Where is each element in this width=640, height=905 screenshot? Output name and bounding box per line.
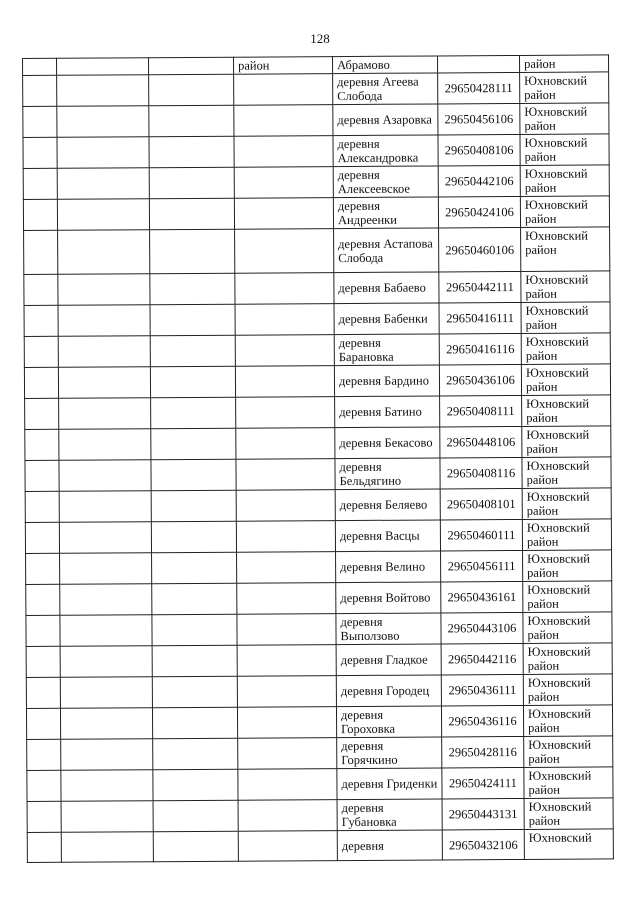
table-cell — [61, 801, 153, 833]
table-cell — [27, 739, 61, 770]
table-cell — [234, 74, 333, 106]
table-cell — [151, 397, 236, 429]
district-cell: Юхновский район — [520, 134, 609, 166]
oktmo-code-cell: 29650416116 — [439, 333, 521, 365]
table-row — [24, 227, 610, 275]
settlement-name-cell: деревня Бабаево — [334, 272, 439, 304]
district-cell: Юхновский район — [523, 674, 612, 706]
settlement-name-cell: деревня Горячкино — [337, 737, 442, 769]
oktmo-code-cell: 29650443131 — [442, 798, 524, 830]
table-cell — [153, 769, 238, 801]
table-cell — [25, 429, 59, 460]
district-cell: Юхновский район — [520, 196, 609, 228]
table-cell — [23, 199, 57, 230]
oktmo-code-cell: 29650408106 — [438, 134, 520, 166]
table-cell — [149, 74, 234, 106]
table-cell — [24, 274, 58, 305]
table-row — [26, 550, 612, 585]
table-cell — [235, 229, 334, 274]
settlement-name-cell: деревня — [337, 830, 442, 861]
district-cell: Юхновский район — [524, 798, 613, 830]
settlement-name-cell: деревня Батино — [335, 396, 440, 428]
district-cell: Юхновский район — [523, 550, 612, 582]
table-cell — [57, 106, 149, 138]
table-cell — [57, 137, 149, 169]
table-row — [27, 798, 613, 833]
table-cell — [237, 707, 336, 739]
table-row — [23, 72, 609, 107]
table-cell — [149, 57, 234, 75]
table-cell — [237, 583, 336, 615]
district-cell: Юхновский район — [523, 705, 612, 737]
table-cell — [152, 645, 237, 677]
table-cell — [153, 738, 238, 770]
table-cell — [60, 584, 152, 616]
oktmo-code-cell — [437, 55, 519, 73]
table-cell — [236, 428, 335, 460]
table-cell — [236, 459, 335, 491]
table-cell — [26, 615, 60, 646]
page-number: 128 — [310, 31, 330, 46]
oktmo-code-cell: 29650416111 — [439, 302, 521, 334]
table-cell — [150, 229, 235, 274]
table-cell — [150, 335, 235, 367]
oktmo-code-cell: 29650408111 — [440, 395, 522, 427]
settlement-name-cell: деревня Андреенки — [333, 197, 438, 229]
district-cell: Юхновский район — [524, 767, 613, 799]
table-cell — [58, 230, 150, 275]
settlement-name-cell: деревня Гладкое — [336, 644, 441, 676]
table-cell — [25, 491, 59, 522]
district-cell: Юхновский район — [521, 302, 610, 334]
oktmo-code-cell: 29650460111 — [440, 519, 522, 551]
table-row — [24, 302, 610, 337]
oktmo-code-cell: 29650448106 — [440, 426, 522, 458]
district-cell: Юхновский район — [520, 72, 609, 104]
oktmo-code-cell: 29650442111 — [439, 271, 521, 303]
table-row — [24, 333, 610, 368]
table-row — [27, 736, 613, 771]
table-row — [23, 196, 609, 231]
oktmo-code-cell: 29650456106 — [438, 103, 520, 135]
table-cell — [26, 708, 60, 739]
oktmo-code-cell: 29650428116 — [442, 736, 524, 768]
district-cell: Юхновский район — [520, 165, 609, 197]
settlement-name-cell: деревня Беляево — [335, 489, 440, 521]
table-cell — [25, 460, 59, 491]
table-row — [26, 643, 612, 678]
table-cell — [151, 459, 236, 491]
table-cell — [26, 553, 60, 584]
table-row — [23, 103, 609, 138]
table-cell — [24, 367, 58, 398]
district-cell: Юхновский район — [523, 643, 612, 675]
table-cell — [152, 707, 237, 739]
table-cell — [27, 801, 61, 832]
table-row — [24, 271, 610, 306]
settlement-name-cell: деревня Бекасово — [335, 427, 440, 459]
table-cell — [149, 136, 234, 168]
district-cell: Юхновский район — [522, 426, 611, 458]
table-cell — [153, 800, 238, 832]
table-row — [26, 705, 612, 740]
district-cell: район — [519, 55, 608, 73]
settlement-name-cell: деревня Выползово — [336, 613, 441, 645]
table-cell — [152, 676, 237, 708]
table-cell — [61, 832, 153, 863]
table-cell — [237, 552, 336, 584]
settlement-name-cell: Абрамово — [332, 56, 437, 74]
settlement-name-cell: деревня Алексеевское — [333, 166, 438, 198]
table-cell — [235, 335, 334, 367]
oktmo-code-cell: 29650436116 — [441, 705, 523, 737]
table-cell — [237, 645, 336, 677]
table-cell — [149, 105, 234, 137]
table-row — [25, 395, 611, 430]
settlement-name-cell: деревня Гриденки — [337, 768, 442, 800]
table-cell — [26, 584, 60, 615]
settlement-name-cell: деревня Азаровка — [333, 104, 438, 136]
table-cell — [151, 521, 236, 553]
settlements-table — [22, 54, 614, 863]
settlement-name-cell: деревня Городец — [336, 675, 441, 707]
district-cell: Юхновский район — [524, 736, 613, 768]
district-cell: Юхновский район — [520, 103, 609, 135]
table-cell — [234, 198, 333, 230]
settlement-name-cell: деревня Астапова Слобода — [334, 228, 439, 273]
table-cell — [58, 274, 150, 306]
table-cell — [59, 491, 151, 523]
table-cell — [24, 305, 58, 336]
settlement-name-cell: деревня Бельдягино — [335, 458, 440, 490]
oktmo-code-cell: 29650436106 — [439, 364, 521, 396]
table-cell — [58, 305, 150, 337]
settlement-name-cell: деревня Бардино — [334, 365, 439, 397]
oktmo-code-cell: 29650442116 — [441, 643, 523, 675]
table-row — [25, 488, 611, 523]
table-cell — [57, 199, 149, 231]
table-row — [23, 134, 609, 169]
table-cell — [236, 521, 335, 553]
oktmo-code-cell: 29650408116 — [440, 457, 522, 489]
oktmo-code-cell: 29650460106 — [439, 227, 521, 272]
table-cell — [153, 831, 238, 862]
table-cell — [152, 552, 237, 584]
table-cell — [26, 677, 60, 708]
table-row — [25, 519, 611, 554]
area-type-cell: район — [233, 57, 332, 75]
table-cell — [60, 677, 152, 709]
settlement-name-cell: деревня Александровка — [333, 135, 438, 167]
table-cell — [27, 832, 61, 862]
table-cell — [237, 614, 336, 646]
table-cell — [151, 428, 236, 460]
district-cell: Юхновский район — [522, 395, 611, 427]
table-row — [25, 457, 611, 492]
table-cell — [59, 398, 151, 430]
table-cell — [58, 336, 150, 368]
table-cell — [61, 770, 153, 802]
table-cell — [26, 646, 60, 677]
settlement-name-cell: деревня Васцы — [335, 520, 440, 552]
table-cell — [57, 58, 149, 76]
table-cell — [60, 646, 152, 678]
table-cell — [234, 105, 333, 137]
table-cell — [60, 708, 152, 740]
table-cell — [23, 168, 57, 199]
table-cell — [149, 198, 234, 230]
table-cell — [61, 739, 153, 771]
table-cell — [152, 583, 237, 615]
oktmo-code-cell: 29650442106 — [438, 165, 520, 197]
table-cell — [60, 615, 152, 647]
oktmo-code-cell: 29650424111 — [442, 767, 524, 799]
table-cell — [150, 304, 235, 336]
table-row — [27, 767, 613, 802]
table-cell — [24, 336, 58, 367]
table-cell — [24, 230, 58, 274]
table-cell — [149, 167, 234, 199]
oktmo-code-cell: 29650436111 — [441, 674, 523, 706]
table-cell — [236, 490, 335, 522]
oktmo-code-cell: 29650443106 — [441, 612, 523, 644]
table-row — [26, 674, 612, 709]
table-row — [24, 364, 610, 399]
oktmo-code-cell: 29650424106 — [438, 196, 520, 228]
oktmo-code-cell: 29650408101 — [440, 488, 522, 520]
table-cell — [150, 366, 235, 398]
table-cell — [59, 460, 151, 492]
table-cell — [235, 273, 334, 305]
table-cell — [235, 304, 334, 336]
table-cell — [60, 553, 152, 585]
table-cell — [238, 831, 337, 862]
table-cell — [151, 490, 236, 522]
table-cell — [23, 137, 57, 168]
table-cell — [25, 522, 59, 553]
settlement-name-cell: деревня Агеева Слобода — [333, 73, 438, 105]
district-cell: Юхновский район — [522, 457, 611, 489]
table-cell — [57, 168, 149, 200]
table-cell — [150, 273, 235, 305]
table-row — [26, 581, 612, 616]
district-cell: Юхновский район — [522, 488, 611, 520]
settlement-name-cell: деревня Войтово — [336, 582, 441, 614]
district-cell: Юхновский район — [523, 612, 612, 644]
oktmo-code-cell: 29650432106 — [442, 829, 524, 860]
table-cell — [59, 429, 151, 461]
district-cell: Юхновский район — [522, 519, 611, 551]
table-cell — [237, 676, 336, 708]
table-cell — [235, 366, 334, 398]
district-cell: Юхновский район — [521, 271, 610, 303]
table-row — [27, 829, 613, 863]
settlement-name-cell: деревня Губановка — [337, 799, 442, 831]
district-cell: Юхновский район — [523, 581, 612, 613]
table-row — [23, 165, 609, 200]
table-cell — [238, 769, 337, 801]
oktmo-code-cell: 29650456111 — [441, 550, 523, 582]
district-cell: Юхновский — [524, 829, 613, 860]
table-cell — [152, 614, 237, 646]
table-cell — [27, 770, 61, 801]
table-cell — [23, 75, 57, 106]
table-cell — [59, 522, 151, 554]
settlement-name-cell: деревня Велино — [336, 551, 441, 583]
table-cell — [236, 397, 335, 429]
table-cell — [57, 75, 149, 107]
table-cell — [234, 167, 333, 199]
table-cell — [238, 800, 337, 832]
table-row — [26, 612, 612, 647]
table-cell — [23, 58, 57, 75]
table-cell — [238, 738, 337, 770]
district-cell: Юхновский район — [521, 333, 610, 365]
district-cell: Юхновский район — [521, 364, 610, 396]
oktmo-code-cell: 29650428111 — [438, 72, 520, 104]
district-cell: Юхновский район — [521, 227, 610, 272]
oktmo-code-cell: 29650436161 — [441, 581, 523, 613]
table-cell — [234, 136, 333, 168]
table-row — [25, 426, 611, 461]
table-cell — [23, 106, 57, 137]
settlement-name-cell: деревня Бабенки — [334, 303, 439, 335]
settlement-name-cell: деревня Гороховка — [336, 706, 441, 738]
table-cell — [58, 367, 150, 399]
table-cell — [25, 398, 59, 429]
settlement-name-cell: деревня Барановка — [334, 334, 439, 366]
